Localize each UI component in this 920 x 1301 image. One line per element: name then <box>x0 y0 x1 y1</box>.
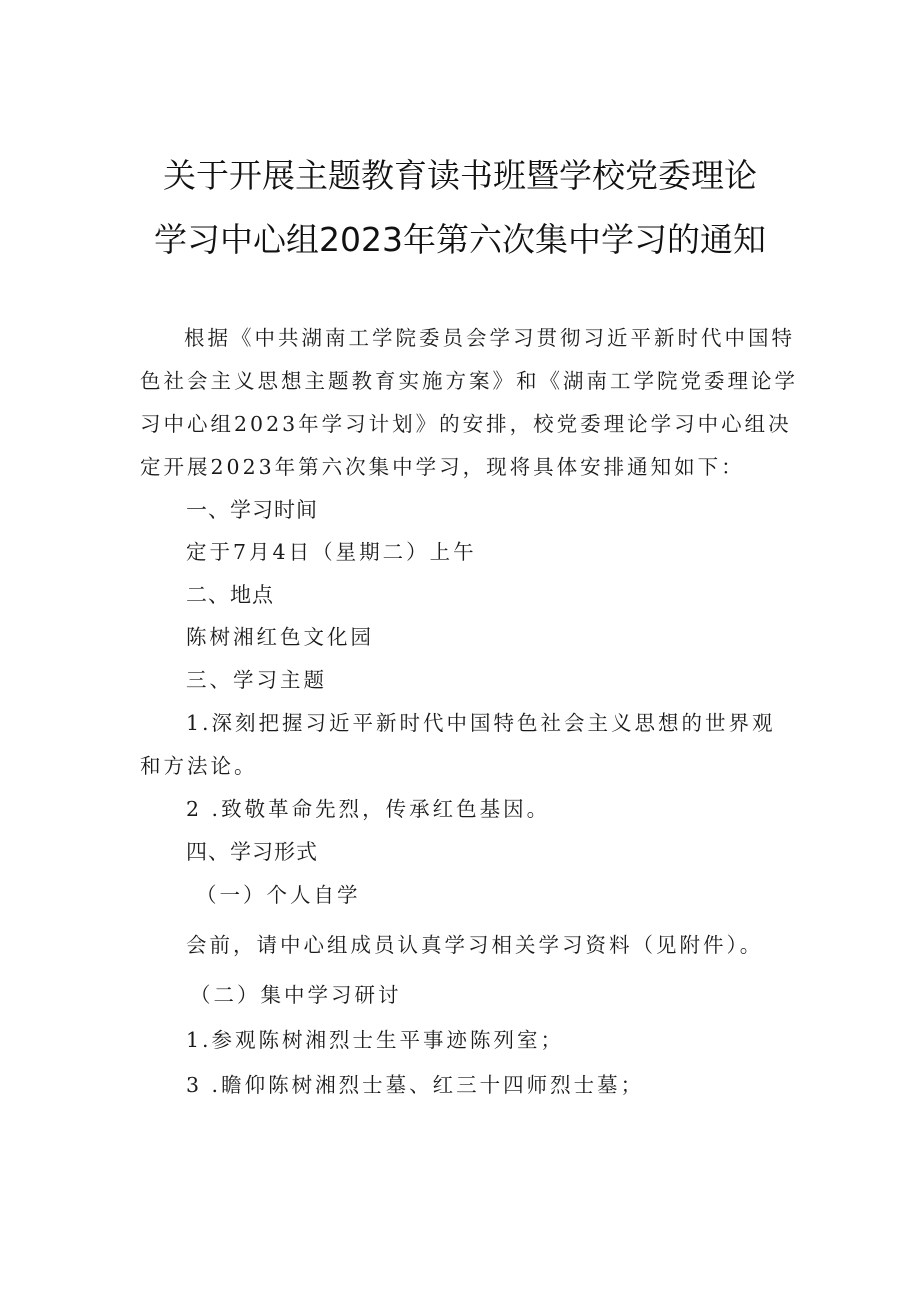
section-heading-study-format: 四、学习形式 <box>186 840 318 864</box>
document-title-line-2: 学习中心组2023年第六次集中学习的通知 <box>154 220 766 259</box>
theme-item-1-line-1: 1.深刻把握习近平新时代中国特色社会主义思想的世界观 <box>186 711 776 735</box>
study-time-content: 定于7月4日（星期二）上午 <box>186 540 477 564</box>
section-heading-location: 二、地点 <box>186 583 274 607</box>
document-title-line-1: 关于开展主题教育读书班暨学校党委理论 <box>163 156 757 195</box>
group-study-item-1: 1.参观陈树湘烈士生平事迹陈列室； <box>186 1028 565 1052</box>
intro-line-3: 习中心组2023年学习计划》的安排，校党委理论学习中心组决 <box>140 412 792 436</box>
intro-line-4: 定开展2023年第六次集中学习，现将具体安排通知如下： <box>140 455 745 479</box>
intro-line-2: 色社会主义思想主题教育实施方案》和《湖南工学院党委理论学 <box>140 369 798 393</box>
self-study-content: 会前，请中心组成员认真学习相关学习资料（见附件）。 <box>186 933 764 957</box>
theme-item-2: 2 .致敬革命先烈，传承红色基因。 <box>186 797 551 821</box>
location-content: 陈树湘红色文化园 <box>186 625 374 649</box>
section-heading-study-theme: 三、学习主题 <box>186 668 327 692</box>
theme-item-1-line-2: 和方法论。 <box>140 754 258 778</box>
format-sub-heading-self-study: （一）个人自学 <box>196 883 361 907</box>
intro-line-1: 根据《中共湖南工学院委员会学习贯彻习近平新时代中国特 <box>184 326 795 350</box>
format-sub-heading-group-study: （二）集中学习研讨 <box>190 983 402 1007</box>
group-study-item-3: 3 .瞻仰陈树湘烈士墓、红三十四师烈士墓； <box>186 1073 645 1097</box>
section-heading-study-time: 一、学习时间 <box>186 498 318 522</box>
